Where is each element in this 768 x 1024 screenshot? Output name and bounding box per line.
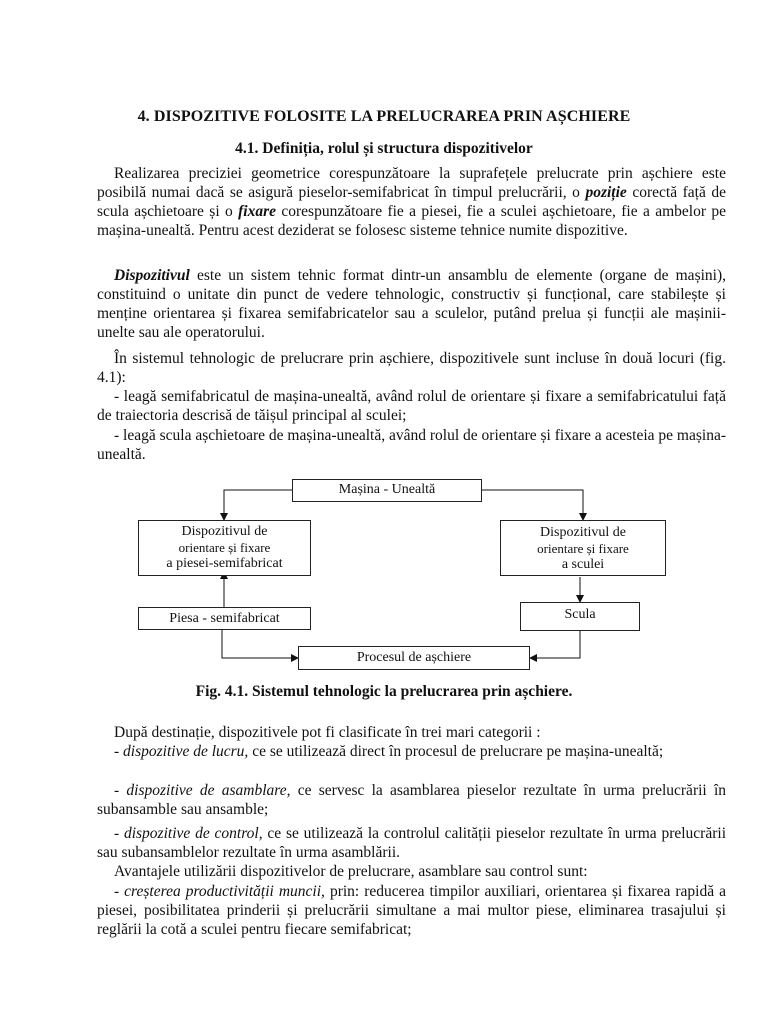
- arrow-workpiece-process: [222, 630, 298, 658]
- category-work-devices: - dispozitive de lucru, ce se utilizează direct în procesul de prelucrare pe mașina-unealtă;: [114, 743, 664, 760]
- advantage-productivity: - creșterea productivității muncii, prin: reducerea timpilor auxiliari, orientarea și fixarea rapidă a piesei, posibilitatea prinderii și prelucrării simultane a mai multor piese, eliminarea trasajului și reglării la cotă a sculei pentru fiecare semifabricat;: [97, 883, 726, 938]
- chapter-title: 4. DISPOZITIVE FOLOSITE LA PRELUCRAREA PRIN AȘCHIERE: [137, 108, 631, 125]
- category-control-devices: - dispozitive de control, ce se utilizează la controlul calității pieselor rezultate în urma prelucrării sau subansamblelor rezultate în urma asamblării.: [97, 825, 727, 861]
- figure-caption: Fig. 4.1. Sistemul tehnologic la prelucrarea prin așchiere.: [195, 683, 573, 700]
- paragraph-categories: După destinație, dispozitivele pot fi clasificate în trei mari categorii :: [114, 724, 541, 741]
- arrow-machine-left: [224, 490, 292, 520]
- paragraph-places: În sistemul tehnologic de prelucrare prin așchiere, dispozitivele sunt incluse în două locuri (fig. 4.1):: [97, 350, 726, 386]
- left-device-box: Dispozitivul de orientare și fixare a piesei-semifabricat: [138, 520, 311, 576]
- section-title: 4.1. Definiția, rolul și structura dispozitivelor: [235, 140, 533, 157]
- arrow-tool-process: [530, 631, 580, 658]
- cutting-process-box: Procesul de așchiere: [298, 646, 530, 670]
- machine-tool-box: Mașina - Unealtă: [292, 479, 482, 502]
- tool-box: Scula: [520, 602, 640, 631]
- paragraph-intro: Realizarea preciziei geometrice corespunzătoare la suprafețele prelucrate prin așchiere este posibilă numai dacă se asigură pieselor-semifabricat în timpul prelucrării, o poziție corectă față de scula așchietoare și o fixare corespunzătoare fie a piesei, fie a sculei așchietoare, fie a ambelor pe mașina-unealtă. Pentru acest deziderat se folosesc sisteme tehnice numite dispozitive.: [97, 165, 726, 239]
- paragraph-advantages: Avantajele utilizării dispozitivelor de prelucrare, asamblare sau control sunt:: [114, 863, 588, 880]
- category-assembly-devices: - dispozitive de asamblare, ce servesc la asamblarea pieselor rezultate în urma prelucrării în subansamble sau ansamble;: [97, 782, 726, 818]
- list-item-tool: - leagă scula așchietoare de mașina-unealtă, având rolul de orientare și fixare a acesteia pe mașina-unealtă.: [97, 427, 726, 463]
- right-device-box: Dispozitivul de orientare și fixare a sculei: [500, 520, 666, 576]
- list-item-workpiece: - leagă semifabricatul de mașina-unealtă, având rolul de orientare și fixare a semifabricatului față de traiectoria descrisă de tăișul principal al sculei;: [97, 388, 726, 424]
- paragraph-definition: Dispozitivul este un sistem tehnic format dintr-un ansamblu de elemente (organe de mașini), constituind o unitate din punct de vedere tehnologic, constructiv și funcțional, care stabilește și menține orientarea și fixarea semifabricatelor sau a sculelor, putând prelua și funcții ale mașinii-unelte sau ale operatorului.: [97, 267, 726, 341]
- arrow-machine-right: [482, 490, 583, 520]
- workpiece-box: Piesa - semifabricat: [138, 607, 311, 630]
